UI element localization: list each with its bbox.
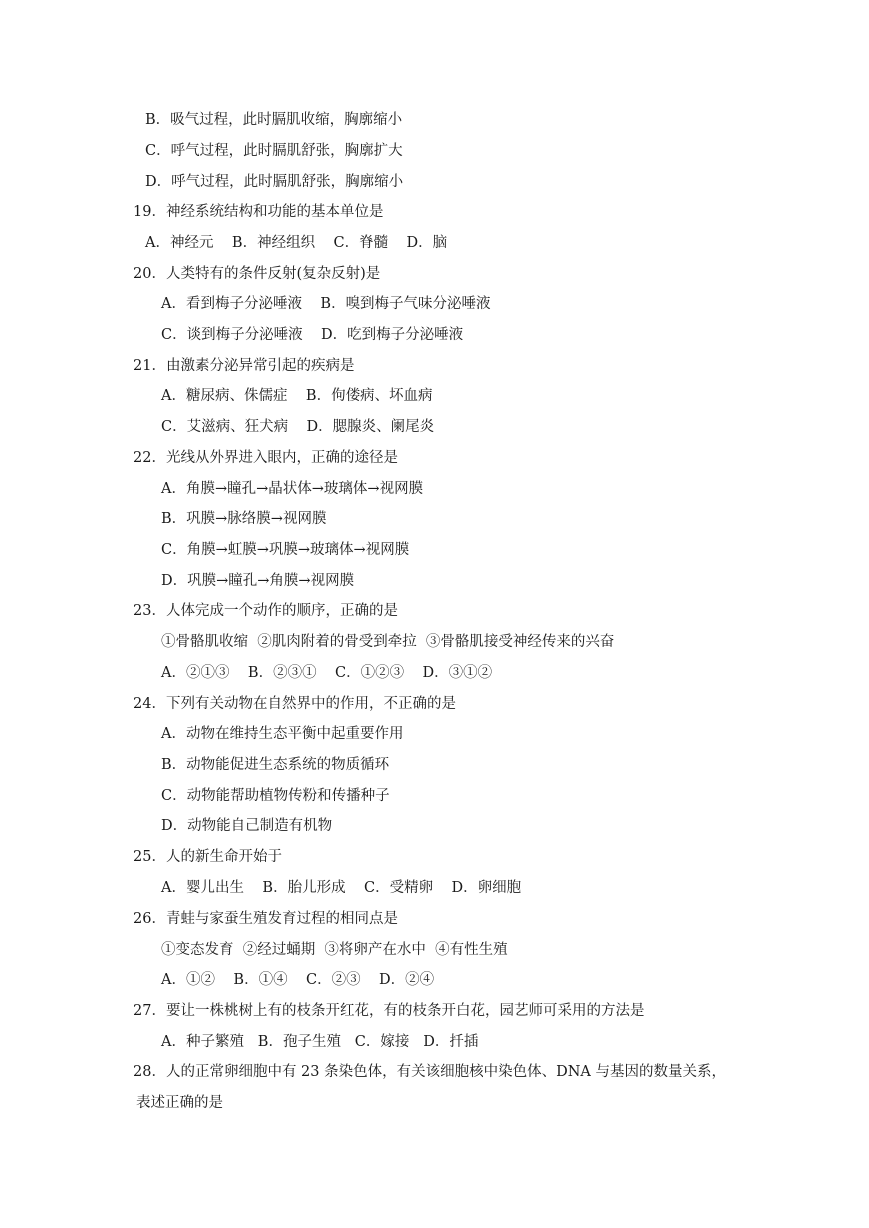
option-18-d: D．呼气过程，此时膈肌舒张，胸廓缩小 bbox=[145, 174, 404, 190]
question-20: 20．人类特有的条件反射(复杂反射)是 bbox=[133, 266, 381, 282]
options-27: A．种子繁殖 B．孢子生殖 C．嫁接 D．扦插 bbox=[161, 1034, 479, 1050]
question-28: 28．人的正常卵细胞中有 23 条染色体，有关该细胞核中染色体、DNA 与基因的数量关系， bbox=[133, 1064, 727, 1080]
option-22-d: D．巩膜→瞳孔→角膜→视网膜 bbox=[161, 573, 355, 589]
options-21-ab: A．糖尿病、侏儒症 B．佝偻病、坏血病 bbox=[161, 388, 433, 404]
question-25: 25．人的新生命开始于 bbox=[133, 849, 282, 865]
question-23: 23．人体完成一个动作的顺序，正确的是 bbox=[133, 603, 398, 619]
option-24-b: B．动物能促进生态系统的物质循环 bbox=[161, 757, 390, 773]
option-18-c: C．呼气过程，此时膈肌舒张，胸廓扩大 bbox=[145, 143, 403, 159]
options-20-cd: C．谈到梅子分泌唾液 D．吃到梅子分泌唾液 bbox=[161, 327, 464, 343]
option-24-d: D．动物能自己制造有机物 bbox=[161, 818, 333, 834]
option-22-a: A．角膜→瞳孔→晶状体→玻璃体→视网膜 bbox=[161, 481, 424, 497]
options-21-cd: C．艾滋病、狂犬病 D．腮腺炎、阑尾炎 bbox=[161, 419, 435, 435]
options-23: A．②①③ B．②③① C．①②③ D．③①② bbox=[161, 665, 493, 681]
options-19: A．神经元 B．神经组织 C．脊髓 D．脑 bbox=[145, 235, 448, 251]
option-24-a: A．动物在维持生态平衡中起重要作用 bbox=[161, 726, 404, 742]
question-19: 19．神经系统结构和功能的基本单位是 bbox=[133, 204, 384, 220]
option-18-b: B．吸气过程，此时膈肌收缩，胸廓缩小 bbox=[145, 112, 403, 128]
option-22-b: B．巩膜→脉络膜→视网膜 bbox=[161, 511, 327, 527]
question-21: 21．由激素分泌异常引起的疾病是 bbox=[133, 358, 355, 374]
question-22: 22．光线从外界进入眼内，正确的途径是 bbox=[133, 450, 398, 466]
option-24-c: C．动物能帮助植物传粉和传播种子 bbox=[161, 788, 390, 804]
option-22-c: C．角膜→虹膜→巩膜→玻璃体→视网膜 bbox=[161, 542, 410, 558]
options-26: A．①② B．①④ C．②③ D．②④ bbox=[161, 972, 435, 988]
question-24: 24．下列有关动物在自然界中的作用，不正确的是 bbox=[133, 696, 456, 712]
question-27: 27．要让一株桃树上有的枝条开红花，有的枝条开白花，园艺师可采用的方法是 bbox=[133, 1003, 645, 1019]
question-28-continued: 表述正确的是 bbox=[136, 1095, 223, 1111]
items-26: ①变态发育 ②经过蛹期 ③将卵产在水中 ④有性生殖 bbox=[161, 942, 508, 958]
question-26: 26．青蛙与家蚕生殖发育过程的相同点是 bbox=[133, 911, 398, 927]
options-20-ab: A．看到梅子分泌唾液 B．嗅到梅子气味分泌唾液 bbox=[161, 296, 491, 312]
options-25: A．婴儿出生 B．胎儿形成 C．受精卵 D．卵细胞 bbox=[161, 880, 522, 896]
steps-23: ①骨骼肌收缩 ②肌肉附着的骨受到牵拉 ③骨骼肌接受神经传来的兴奋 bbox=[161, 634, 615, 650]
